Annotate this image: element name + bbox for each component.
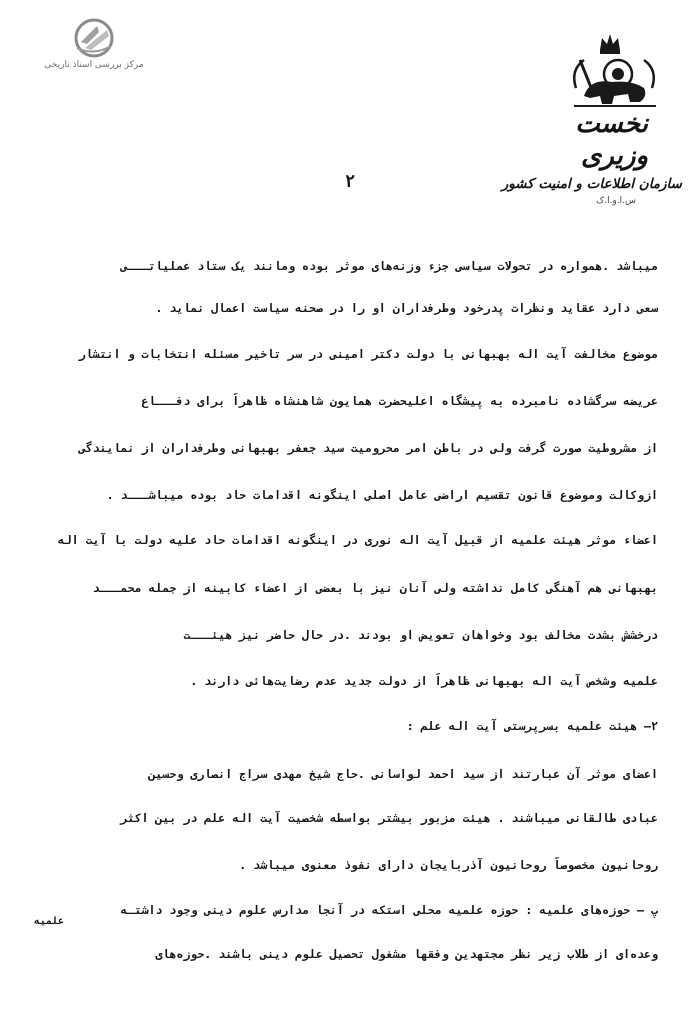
margin-note: علمیه (34, 916, 65, 927)
archive-emblem-icon (67, 18, 121, 58)
lion-and-sun-emblem-icon (560, 30, 670, 110)
body-line: بهبهانی هم آهنگی کامل نداشته ولی آنان نیز با بعضی از اعضاء کابینه از جمله محمـــد (92, 581, 658, 595)
body-line: موضوع مخالفت آیت اله بهبهانی با دولت دکتر امینی در سر تاخیر مسئله انتخابات و انتشار (78, 347, 658, 361)
body-line: از مشروطیت صورت گرفت ولی در باطن امر محرومیت سید جعفر بهبهانی وطرفداران از نمایندگی (78, 441, 658, 455)
archive-center-name: مرکز بررسی اسناد تاریخی (44, 60, 144, 70)
body-line: میباشد .همواره در تحولات سیاسی جزء وزنه‌های موثر بوده ومانند یک ستاد عملیاتـــی (120, 259, 658, 273)
letterhead-code: س.ا.و.ا.ک (596, 196, 636, 206)
section-heading: پ – حوزه‌های علمیه : حوزه علمیه محلی استکه در آنجا مدارس علوم دینی وجود داشتـه (120, 903, 658, 917)
body-line: ازوکالت وموضوع قانون تقسیم اراضی عامل اصلی اینگونه اقدامات حاد بوده میباشـــد . (106, 488, 658, 502)
body-line: اعضاء موثر هیئت علمیه از قبیل آیت اله نوری در اینگونه اقدامات حاد علیه دولت با آیت اله (57, 533, 658, 547)
section-heading: ۲– هیئت علمیه بسرپرستی آیت اله علم : (406, 719, 658, 733)
body-line: عریضه سرگشاده نامبرده به پیشگاه اعلیحضرت همایون شاهنشاه ظاهراً برای دفـــاع (141, 394, 658, 408)
body-line: اعضای موثر آن عبارتند از سید احمد لواسانی .حاج شیخ مهدی سراج انصاری وحسین (148, 767, 658, 781)
letterhead-title: نخست وزیری (575, 109, 648, 171)
body-line: علمیه وشخص آیت اله بهبهانی ظاهراً از دولت جدید عدم رضایت‌هائی دارند . (190, 674, 658, 688)
body-line: روحانیون مخصوصاً روحانیون آذربایجان دارای نفوذ معنوی میباشد . (239, 858, 658, 872)
body-line: درخشش بشدت مخالف بود وخواهان تعویض او بودند .در حال حاضر نیز هیئـــت (183, 628, 658, 642)
body-line: سعی دارد عقاید ونظرات پدرخود وطرفداران او را در صحنه سیاست اعمال نماید . (155, 301, 658, 315)
letterhead-organization: سازمان اطلاعات و امنیت کشور (501, 176, 682, 192)
page-number: ۲ (344, 172, 356, 192)
archive-center-logo (40, 18, 148, 70)
body-line: وعده‌ای از طلاب زیر نظر مجتهدین وفقها مشغول تحصیل علوم دینی باشند .حوزه‌های (155, 947, 658, 961)
body-line: عبادی طالقانی میباشند . هیئت مزبور بیشتر بواسطه شخصیت آیت اله علم در بین اکثر (120, 811, 658, 825)
